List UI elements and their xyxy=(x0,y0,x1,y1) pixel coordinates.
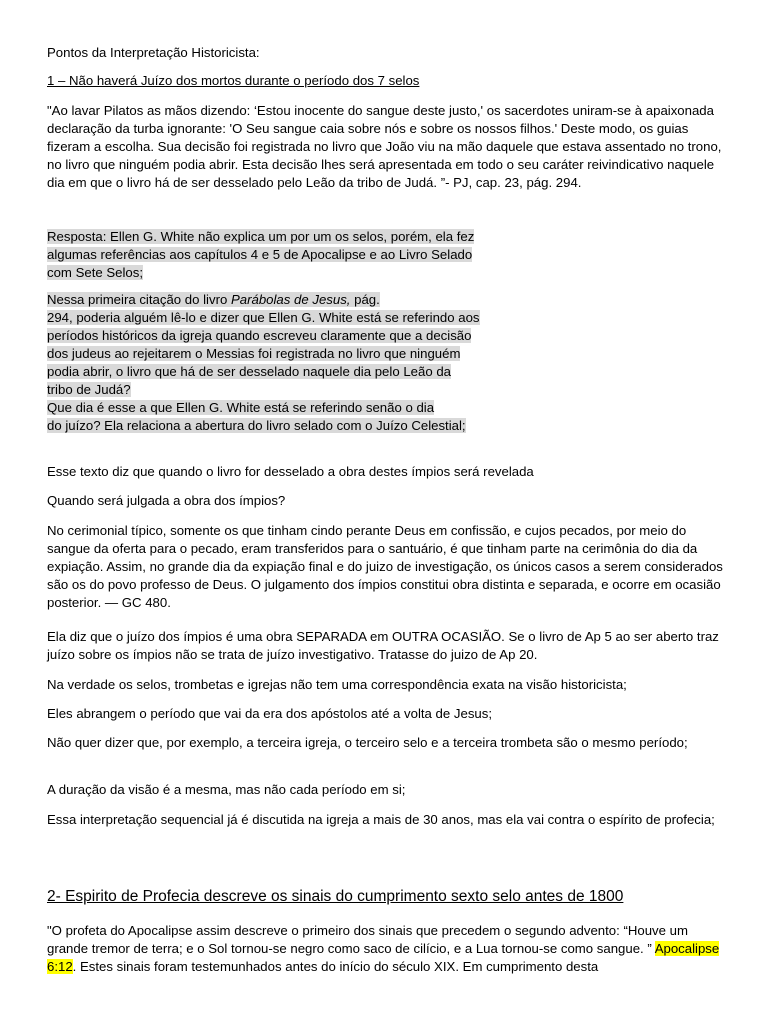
paragraph-selos: Na verdade os selos, trombetas e igrejas não tem uma correspondência exata na visão historicista; xyxy=(47,677,627,692)
book-title: Parábolas de Jesus, xyxy=(230,292,351,307)
citation-block xyxy=(47,291,727,435)
paragraph-sequencial: Essa interpretação sequencial já é discutida na igreja a mais de 30 anos, mas ela vai contra o espírito de profecia; xyxy=(47,812,715,827)
citation-line: tribo de Judá? xyxy=(47,382,131,397)
heading-1: 1 – Não haverá Juízo dos mortos durante o período dos 7 selos xyxy=(47,73,420,88)
citation-line: pág. xyxy=(350,292,380,307)
doc-title: Pontos da Interpretação Historicista: xyxy=(47,45,260,60)
citation-line: 294, poderia alguém lê-lo e dizer que Ellen G. White está se referindo aos xyxy=(47,310,480,325)
paragraph-text: Esse texto diz que quando o livro for desselado a obra destes ímpios será revelada xyxy=(47,464,534,479)
answer-line: algumas referências aos capítulos 4 e 5 de Apocalipse e ao Livro Selado xyxy=(47,247,473,262)
citation-line: Que dia é esse a que Ellen G. White está se referindo senão o dia xyxy=(47,400,435,415)
quote-pj: "Ao lavar Pilatos as mãos dizendo: ‘Estou inocente do sangue deste justo,' os sacerdotes uniram-se à apaixonada declaração da turba ignorante: 'O Seu sangue caia sobre nós e sobre os nossos filhos.' Deste modo, os guias fizeram a escolha. Sua decisão foi registrada no livro que João viu na mão daquele que estava assentado no trono, no livro que ninguém podia abrir. Esta decisão lhes será apresentada em todo o seu caráter reivindicativo naquele dia em que o livro há de ser desselado pelo Leão da tribo de Judá. ”- PJ, cap. 23, pág. 294. xyxy=(47,103,722,190)
paragraph-question: Quando será julgada a obra dos ímpios? xyxy=(47,493,286,508)
citation-line: do juízo? Ela relaciona a abertura do livro selado com o Juízo Celestial; xyxy=(47,418,466,433)
quote-text: . Estes sinais foram testemunhados antes do início do século XIX. Em cumprimento desta xyxy=(72,959,599,974)
citation-line: dos judeus ao rejeitarem o Messias foi registrada no livro que ninguém xyxy=(47,346,461,361)
paragraph-nao-quer: Não quer dizer que, por exemplo, a terceira igreja, o terceiro selo e a terceira trombeta são o mesmo período; xyxy=(47,735,688,750)
answer-line: Resposta: Ellen G. White não explica um por um os selos, porém, ela fez xyxy=(47,229,475,244)
citation-line: Nessa primeira citação do livro xyxy=(47,292,231,307)
paragraph-abrangem: Eles abrangem o período que vai da era dos apóstolos até a volta de Jesus; xyxy=(47,706,493,721)
citation-line: podia abrir, o livro que há de ser desselado naquele dia pelo Leão da xyxy=(47,364,451,379)
quote-text: "O profeta do Apocalipse assim descreve o primeiro dos sinais que precedem o segundo advento: “Houve um grande tremor de terra; e o Sol tornou-se negro como saco de cilício, e a Lua tornou-se como sangue. ” xyxy=(47,923,688,956)
answer-line: com Sete Selos; xyxy=(47,265,144,280)
quote-apocalipse xyxy=(47,922,729,976)
answer-block xyxy=(47,228,727,282)
heading-2: 2- Espirito de Profecia descreve os sinais do cumprimento sexto selo antes de 1800 xyxy=(47,888,624,905)
paragraph-duracao: A duração da visão é a mesma, mas não cada período em si; xyxy=(47,782,406,797)
quote-gc: No cerimonial típico, somente os que tinham cindo perante Deus em confissão, e cujos pecados, por meio do sangue da oferta para o pecado, eram transferidos para o santuário, é que tinham parte na cerimônia do dia da expiação. Assim, no grande dia da expiação final e do juizo de investigação, os únicos casos a serem considerados são os do povo professo de Deus. O julgamento dos ímpios constitui obra distinta e separada, e ocorre em ocasião posterior. — GC 480. xyxy=(47,523,723,610)
paragraph-separada: Ela diz que o juízo dos ímpios é uma obra SEPARADA em OUTRA OCASIÃO. Se o livro de Ap 5 ao ser aberto traz juízo sobre os ímpios não se trata de juízo investigativo. Tratasse do juizo de Ap 20. xyxy=(47,629,719,662)
citation-line: períodos históricos da igreja quando escreveu claramente que a decisão xyxy=(47,328,472,343)
scripture-ref-highlight: Apocalipse 6:12 xyxy=(47,941,720,974)
